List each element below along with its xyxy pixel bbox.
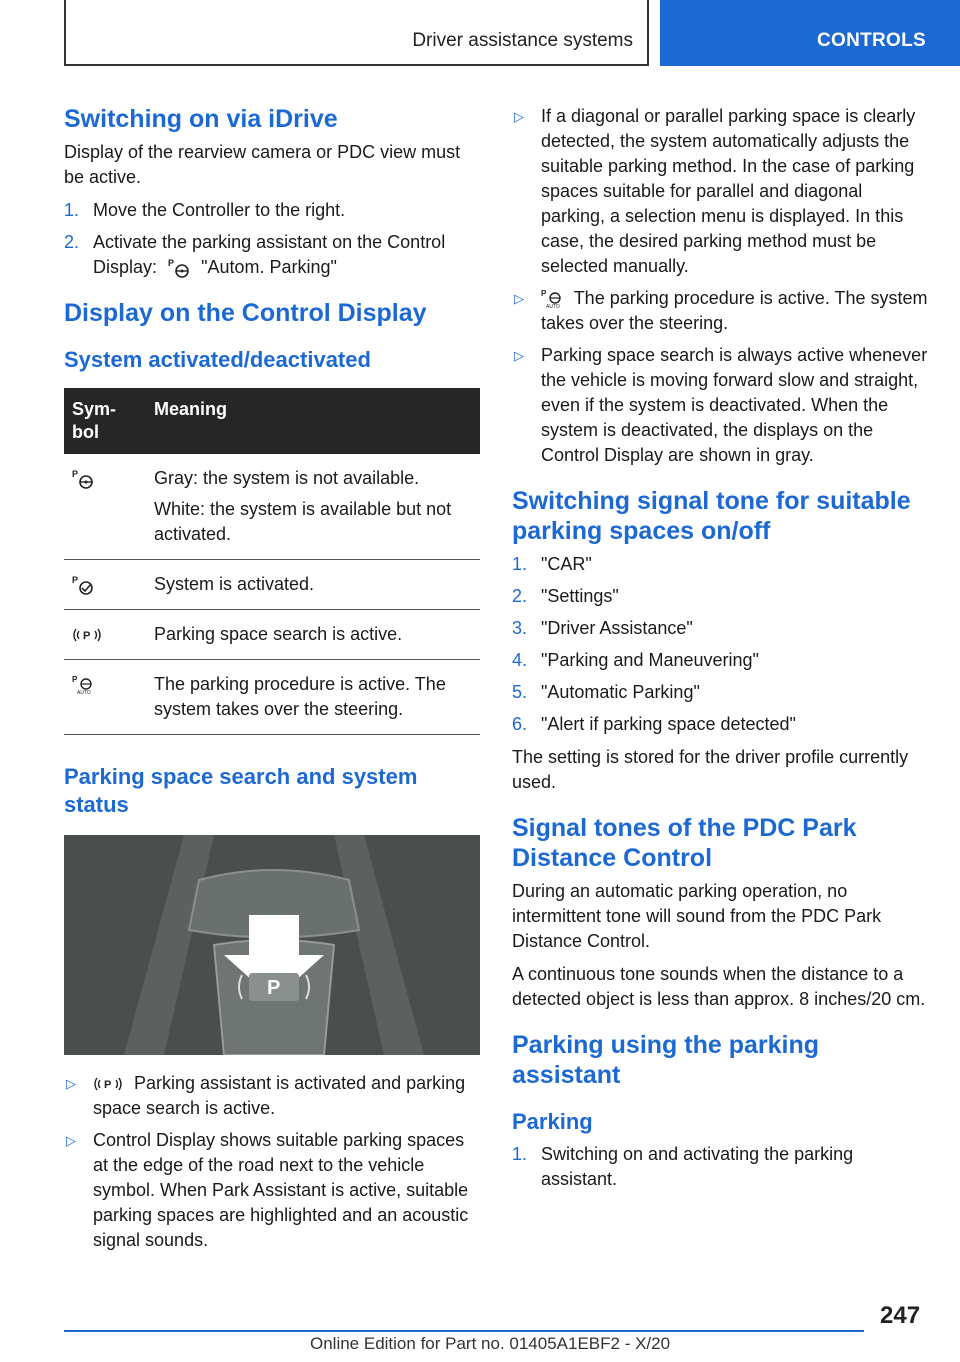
step-text: Switching on and activating the parking assistant. (541, 1144, 854, 1189)
symbol-table (64, 388, 480, 735)
right-column (512, 104, 930, 1200)
step-number: 6. (512, 714, 528, 734)
step-number: 3. (512, 618, 528, 638)
switching-steps (64, 198, 480, 280)
column-header-meaning: Meaning (154, 399, 228, 419)
status-bullets (64, 1071, 480, 1253)
svg-text:P: P (541, 289, 547, 299)
step-number: 1. (512, 1144, 528, 1164)
svg-text:P: P (72, 575, 79, 586)
list-item (512, 616, 930, 641)
bullet-text: The parking procedure is active. The system takes over the steering. (541, 288, 928, 333)
paragraph-pdc-1: During an automatic parking operation, no intermittent tone will sound from the PDC Park Distance Control. (512, 881, 882, 951)
step-text: Activate the parking assistant on the Control Display: (93, 232, 446, 277)
table-row (64, 454, 480, 560)
svg-text:P: P (168, 258, 175, 269)
triangle-bullet-icon: ▷ (514, 291, 524, 306)
paragraph-setting-stored: The setting is stored for the driver profile currently used. (512, 747, 909, 792)
parking-space-search-icon (72, 625, 102, 645)
list-item (64, 1071, 480, 1121)
heading-parking-search: Parking space search and system status (64, 764, 418, 817)
parking-space-search-icon (93, 1074, 123, 1094)
footer-divider (64, 1330, 864, 1332)
step-number: 5. (512, 682, 528, 702)
footer-edition: Online Edition for Part no. 01405A1EBF2 - X/20 (310, 1334, 671, 1353)
svg-text:P: P (83, 630, 91, 643)
page-number: 247 (880, 1302, 921, 1329)
paragraph-pdc-2: A continuous tone sounds when the distance to a detected object is less than approx. 8 inches/20 cm. (512, 964, 926, 1009)
list-item (512, 1142, 930, 1192)
heading-switching-on: Switching on via iDrive (64, 105, 338, 133)
heading-system: System activated/deactivated (64, 347, 371, 372)
table-cell-text: Parking space search is active. (154, 624, 403, 644)
list-item (512, 552, 930, 577)
parking-steps (512, 1142, 930, 1192)
step-number: 4. (512, 650, 528, 670)
triangle-bullet-icon: ▷ (66, 1076, 76, 1091)
triangle-bullet-icon: ▷ (514, 109, 524, 124)
step-text: "Settings" (541, 586, 619, 606)
table-row (64, 560, 480, 610)
parking-assistant-icon (168, 258, 190, 278)
triangle-bullet-icon: ▷ (514, 348, 524, 363)
list-item (64, 1128, 480, 1253)
table-row (64, 610, 480, 660)
table-cell-text: White: the system is available but not activated. (154, 499, 452, 544)
step-number: 2. (512, 586, 528, 606)
heading-parking: Parking (512, 1109, 593, 1134)
list-item (512, 104, 930, 279)
header-chapter-title: CONTROLS (816, 30, 926, 51)
paragraph-switching-on: Display of the rearview camera or PDC view must be active. (64, 142, 461, 187)
parking-assistant-icon (72, 469, 94, 489)
table-row (64, 660, 480, 735)
list-item (512, 680, 930, 705)
step-text-after: "Autom. Parking" (201, 257, 337, 277)
bullet-text: Control Display shows suitable parking spaces at the edge of the road next to the vehicle symbol. When Park Assistant is active, suitable parking spaces are highlighted and an acoustic signal sounds. (93, 1130, 469, 1250)
step-text: Move the Controller to the right. (93, 200, 346, 220)
triangle-bullet-icon: ▷ (66, 1133, 76, 1148)
header-chapter-box (660, 0, 960, 66)
table-cell-text: System is activated. (154, 574, 315, 594)
header-section-box (64, 0, 649, 66)
list-item (512, 286, 930, 336)
step-text: "Driver Assistance" (541, 618, 693, 638)
heading-display: Display on the Control Display (64, 299, 427, 327)
svg-text:P: P (72, 469, 79, 480)
list-item (512, 712, 930, 737)
parking-assistant-active-icon (72, 575, 94, 595)
bullet-text: Parking space search is always active whenever the vehicle is moving forward slow and straight, even if the system is deactivated. When the system is deactivated, the displays on the Control Display are shown in gray. (541, 345, 928, 465)
table-cell-text: Gray: the system is not available. (154, 468, 420, 488)
list-item (64, 230, 480, 280)
left-column (64, 104, 480, 1261)
bullet-text: Parking assistant is activated and parking space search is active. (93, 1073, 466, 1118)
svg-text:P: P (72, 675, 78, 685)
list-item (64, 198, 480, 223)
step-text: "Parking and Maneuvering" (541, 650, 759, 670)
list-item (512, 648, 930, 673)
parking-auto-icon (72, 675, 94, 695)
heading-signal-tone: Switching signal tone for suitable parking spaces on/off (512, 487, 911, 545)
list-item (512, 343, 930, 468)
step-text: "CAR" (541, 554, 592, 574)
svg-text:P: P (104, 1079, 112, 1092)
column-header-symbol: Sym- bol (72, 399, 117, 442)
parking-method-bullets (512, 104, 930, 468)
step-number: 2. (64, 232, 80, 252)
heading-pdc-tones: Signal tones of the PDC Park Distance Control (512, 814, 857, 872)
bullet-text: If a diagonal or parallel parking space is clearly detected, the system automatically adjusts the suitable parking method. In the case of parking spaces suitable for parallel and diagonal parking, a selection menu is displayed. In this case, the desired parking method must be selected manually. (541, 106, 916, 276)
svg-text:AUTO: AUTO (546, 304, 560, 310)
step-number: 1. (64, 200, 80, 220)
step-text: "Alert if parking space detected" (541, 714, 796, 734)
signal-steps (512, 552, 930, 737)
control-display-image (64, 835, 480, 1055)
table-header-row (64, 388, 480, 454)
list-item (512, 584, 930, 609)
table-cell-text: The parking procedure is active. The system takes over the steering. (154, 674, 446, 719)
parking-auto-icon (541, 289, 563, 309)
svg-text:P: P (267, 977, 281, 999)
svg-text:AUTO: AUTO (77, 690, 91, 696)
heading-parking-using: Parking using the parking assistant (512, 1031, 819, 1089)
page-header (0, 0, 960, 66)
header-section-title: Driver assistance systems (412, 30, 633, 51)
step-number: 1. (512, 554, 528, 574)
step-text: "Automatic Parking" (541, 682, 700, 702)
